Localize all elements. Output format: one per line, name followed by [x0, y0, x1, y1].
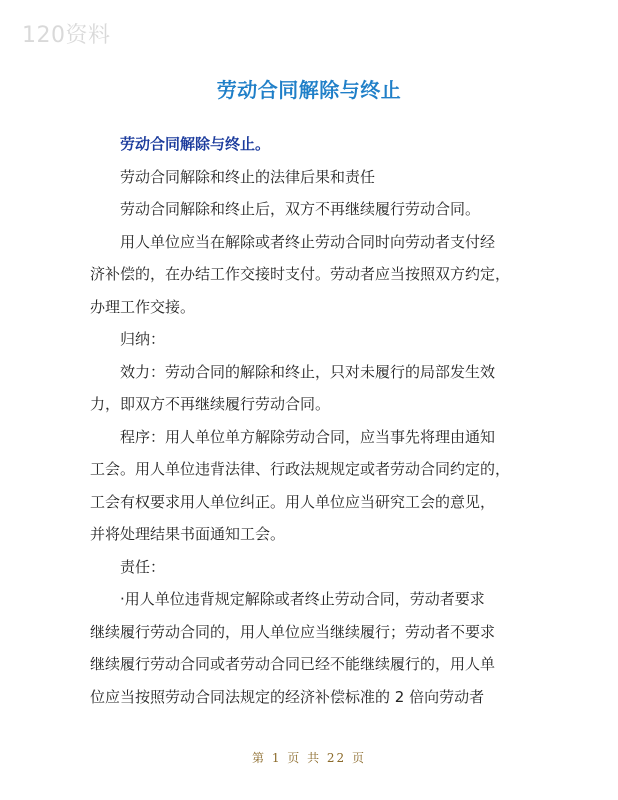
paragraph-line: 位应当按照劳动合同法规定的经济补偿标准的 2 倍向劳动者 — [90, 687, 485, 706]
document-body — [90, 128, 540, 713]
paragraph-line: 继续履行劳动合同或者劳动合同已经不能继续履行的，用人单 — [90, 655, 496, 673]
document-title: 劳动合同解除与终止 — [216, 78, 402, 102]
paragraph-line: 办理工作交接。 — [90, 297, 196, 316]
paragraph-line: ·用人单位违背规定解除或者终止劳动合同，劳动者要求 — [120, 590, 485, 608]
watermark: 120资料 — [22, 23, 111, 48]
paragraph-line: 用人单位应当在解除或者终止劳动合同时向劳动者支付经 — [120, 232, 496, 251]
paragraph-line: 效力：劳动合同的解除和终止，只对未履行的局部发生效 — [120, 362, 496, 381]
paragraph-line: 劳动合同解除和终止后，双方不再继续履行劳动合同。 — [120, 200, 481, 218]
paragraph-line: 力，即双方不再继续履行劳动合同。 — [90, 395, 331, 413]
paragraph-line: 工会有权要求用人单位纠正。用人单位应当研究工会的意见， — [90, 492, 496, 511]
page-footer: 第 1 页 共 22 页 — [252, 751, 366, 765]
paragraph-line: 责任： — [120, 557, 166, 576]
paragraph-line: 并将处理结果书面通知工会。 — [90, 525, 286, 543]
paragraph-line: 程序：用人单位单方解除劳动合同，应当事先将理由通知 — [120, 427, 496, 446]
paragraph-line: 归纳： — [120, 330, 166, 348]
paragraph-line: 济补偿的，在办结工作交接时支付。劳动者应当按照双方约定， — [90, 265, 511, 283]
paragraph-line: 继续履行劳动合同的，用人单位应当继续履行；劳动者不要求 — [90, 622, 496, 641]
section-subtitle: 劳动合同解除与终止。 — [120, 135, 271, 153]
paragraph-line: 劳动合同解除和终止的法律后果和责任 — [120, 167, 376, 186]
paragraph-line: 工会。用人单位违背法律、行政法规规定或者劳动合同约定的， — [90, 460, 511, 478]
